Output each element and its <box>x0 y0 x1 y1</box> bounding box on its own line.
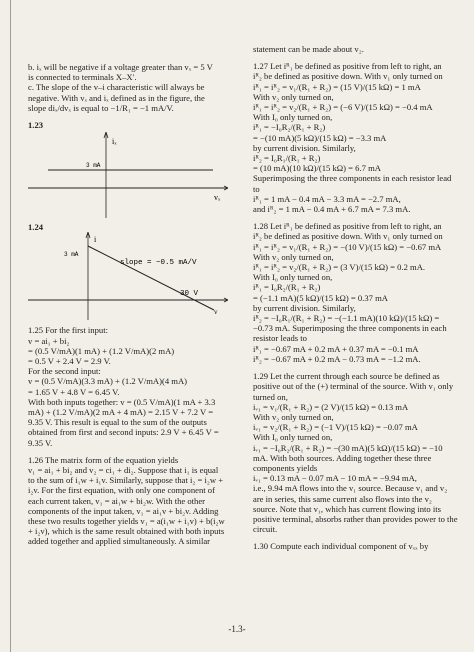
text-line: added together and applied simultaneously. A similar <box>28 536 211 547</box>
paragraph-1-26 <box>28 455 228 547</box>
text-line: these two results together yields v₁ = a(i₁w + i₁v) + b(i₂w <box>28 516 225 527</box>
text-line: by current division. Similarly, <box>253 302 356 313</box>
paragraph-1-27 <box>253 61 461 214</box>
text-line: = (−1.1 mA)(5 kΩ)/(15 kΩ) = 0.37 mA <box>253 292 388 303</box>
text-line: v₁ = ai₁ + bi₂ and v₂ = ci₁ + di₂. Suppose that i₁ is equal <box>28 465 219 476</box>
figure-1-24-graph <box>28 232 228 322</box>
y-axis-label: iₓ <box>112 137 117 147</box>
text-line: iᵥ₁ = −I₀R₂/(R₁ + R₂) = −(30 mA)(5 kΩ)/(15 kΩ) = −10 <box>253 442 443 453</box>
text-line: v = (0.5 V/mA)(3.3 mA) + (1.2 V/mA)(4 mA) <box>28 376 188 387</box>
text-line: positive terminal, absorbs rather than provides power to the <box>253 513 458 524</box>
page-number: -1.3- <box>228 624 246 634</box>
text-line: i.e., 9.94 mA flows into the v₁ source. Because v₁ and v₂ <box>253 483 448 494</box>
x-axis-label: vₓ <box>214 193 221 203</box>
text-line: iᴿ₂ be defined as positive down. With v₁ only turned on <box>253 231 443 242</box>
figure-1-24 <box>28 232 228 322</box>
figure-1-23-graph <box>28 130 228 222</box>
right-column <box>253 44 461 552</box>
text-line: mA) + (1.2 V/mA)(2 mA + 4 mA) = 2.15 V + 7.2 V = <box>28 407 214 418</box>
text-line: components yields <box>253 462 318 473</box>
text-line: −0.73 mA. Superimposing the three components in each <box>253 323 447 334</box>
text-line: 1.30 Compute each individual component of vₓₓ by <box>253 541 429 552</box>
text-line: With I₀ only turned on, <box>253 432 333 443</box>
text-line: 1.26 The matrix form of the equation yields <box>28 454 179 465</box>
text-line: iᴿ₂ = −0.67 mA + 0.2 mA − 0.73 mA = −1.2 mA. <box>253 353 421 364</box>
text-line: turned on, <box>253 391 288 402</box>
text-line: iᴿ₂ = I₀R₁/(R₁ + R₂) <box>253 153 321 164</box>
text-line: = 1.65 V + 4.8 V = 6.45 V. <box>28 386 120 397</box>
text-line: For the second input: <box>28 366 101 377</box>
text-line: = −(10 mA)(5 kΩ)/(15 kΩ) = −3.3 mA <box>253 132 387 143</box>
text-line: With v₂ only turned on, <box>253 91 334 102</box>
figure-1-23 <box>28 130 228 222</box>
text-line: positive out of the (+) terminal of the source. With v₁ only <box>253 381 454 392</box>
text-line: obtained from first and second inputs: 2.9 V + 6.45 V = <box>28 427 219 438</box>
text-line: to <box>253 183 260 194</box>
text-line: are in series, this same current also flows into the v₂ <box>253 493 432 504</box>
text-line: iᴿ₁ = iᴿ₂ = v₂/(R₁ + R₂) = (3 V)/(15 kΩ) = 0.2 mA. <box>253 262 426 273</box>
text-line: With I₀ only turned on, <box>253 112 333 123</box>
paragraph-1-30 <box>253 541 461 551</box>
text-line: iᴿ₁ = −0.67 mA + 0.2 mA + 0.37 mA = −0.1 mA <box>253 343 419 354</box>
text-line: circuit. <box>253 524 278 535</box>
text-line: With both inputs together: v = (0.5 V/mA)(1 mA + 3.3 <box>28 396 216 407</box>
text-line: b. iₓ will be negative if a voltage greater than vₓ = 5 V <box>28 62 213 72</box>
text-line: 1.25 For the first input: <box>28 325 108 336</box>
text-line: With I₀ only turned on, <box>253 272 333 283</box>
text-line: components of the input taken, v₁ = ai₁v + bi₂v. Adding <box>28 505 219 516</box>
paragraph-1-25 <box>28 325 228 447</box>
text-line: With v₂ only turned on, <box>253 411 334 422</box>
intro-paragraph <box>28 62 228 113</box>
text-line: With v₂ only turned on, <box>253 251 334 262</box>
text-line: 1.29 Let the current through each source be defined as <box>253 371 440 382</box>
paragraph-1-29 <box>253 371 461 534</box>
text-line: v = ai₁ + bi₂ <box>28 335 70 346</box>
figure-label-1-24: 1.24 <box>28 222 44 233</box>
text-line: each current taken, v₁ = ai₁w + bi₂w. With the other <box>28 495 206 506</box>
text-line: iᵥ₁ = v₁/(R₁ + R₂) = (2 V)/(15 kΩ) = 0.13 mA <box>253 401 409 412</box>
text-line: iᴿ₂ be defined as positive down. With v₁ only turned on <box>253 71 443 82</box>
text-line: mA. With both sources. Adding together these three <box>253 452 432 463</box>
text-line: i₂v. For the first equation, with only one component of <box>28 485 215 496</box>
intercept-label: 3 mA <box>64 251 79 259</box>
text-line: negative. With vₓ and iₓ defined as in the figure, the <box>28 92 205 103</box>
text-line: = (0.5 V/mA)(1 mA) + (1.2 V/mA)(2 mA) <box>28 345 175 356</box>
text-line: iᴿ₁ = 1 mA − 0.4 mA − 3.3 mA = −2.7 mA, <box>253 193 401 204</box>
text-line: iᴿ₂ = −I₀R₁/(R₁ + R₂) = −(−1.1 mA)(10 kΩ)/(15 kΩ) = <box>253 313 440 324</box>
slope-label: slope = −0.5 mA/V <box>120 259 197 268</box>
text-line: and iᴿ₂ = 1 mA − 0.4 mA + 6.7 mA = 7.3 mA. <box>253 204 411 215</box>
x-intercept-label: 30 V <box>180 290 199 299</box>
figure-label-1-23: 1.23 <box>28 120 44 131</box>
x-axis-label: v <box>214 308 218 317</box>
text-line: iᵥ₁ = 0.13 mA − 0.07 mA − 10 mA = −9.94 mA, <box>253 473 417 484</box>
text-line: c. The slope of the v–i characteristic will always be <box>28 82 205 93</box>
page-edge-shadow <box>10 0 11 652</box>
text-line: Superimposing the three components in each resistor lead <box>253 173 452 184</box>
y-axis-label: i <box>94 235 97 245</box>
text-line: source. Note that v₁, which has current flowing into its <box>253 503 441 514</box>
lead-line: statement can be made about v₂. <box>253 44 364 54</box>
text-line: iᴿ₁ = iᴿ₂ = v₁/(R₁ + R₂) = −(10 V)/(15 kΩ) = −0.67 mA <box>253 241 442 252</box>
text-line: iᴿ₁ = I₀R₂/(R₁ + R₂) <box>253 282 321 293</box>
text-line: iᴿ₁ = iᴿ₂ = v₁/(R₁ + R₂) = (15 V)/(15 kΩ) = 1 mA <box>253 81 421 92</box>
text-line: 1.27 Let iᴿ₁ be defined as positive from left to right, an <box>253 61 442 72</box>
level-label: 3 mA <box>86 162 101 170</box>
text-line: 1.28 Let iᴿ₁ be defined as positive from left to right, an <box>253 221 442 232</box>
text-line: resistor leads to <box>253 333 307 344</box>
text-line: iᴿ₁ = iᴿ₂ = v₂/(R₁ + R₂) = (−6 V)/(15 kΩ) = −0.4 mA <box>253 102 433 113</box>
text-line: = 0.5 V + 2.4 V = 2.9 V. <box>28 356 111 367</box>
text-line: is connected to terminals X–X′. <box>28 72 137 83</box>
text-line: slope diₓ/dvₓ is equal to −1/R₁ = −1 mA/V. <box>28 102 174 113</box>
text-line: + i₂v), which is the same result obtained with both inputs <box>28 526 225 537</box>
text-line: iᵥ₁ = v₂/(R₁ + R₂) = (−1 V)/(15 kΩ) = −0.07 mA <box>253 422 418 433</box>
text-line: 9.35 V. This result is equal to the sum of the outputs <box>28 417 207 428</box>
text-line: by current division. Similarly, <box>253 142 356 153</box>
text-line: iᴿ₁ = −I₀R₂/(R₁ + R₂) <box>253 122 326 133</box>
text-line: to the sum of i₁w + i₁v. Similarly, suppose that i₂ = i₂w + <box>28 475 224 486</box>
text-line: 9.35 V. <box>28 437 53 448</box>
text-line: = (10 mA)(10 kΩ)/(15 kΩ) = 6.7 mA <box>253 163 381 174</box>
paragraph-1-28 <box>253 221 461 364</box>
left-column <box>28 62 228 547</box>
